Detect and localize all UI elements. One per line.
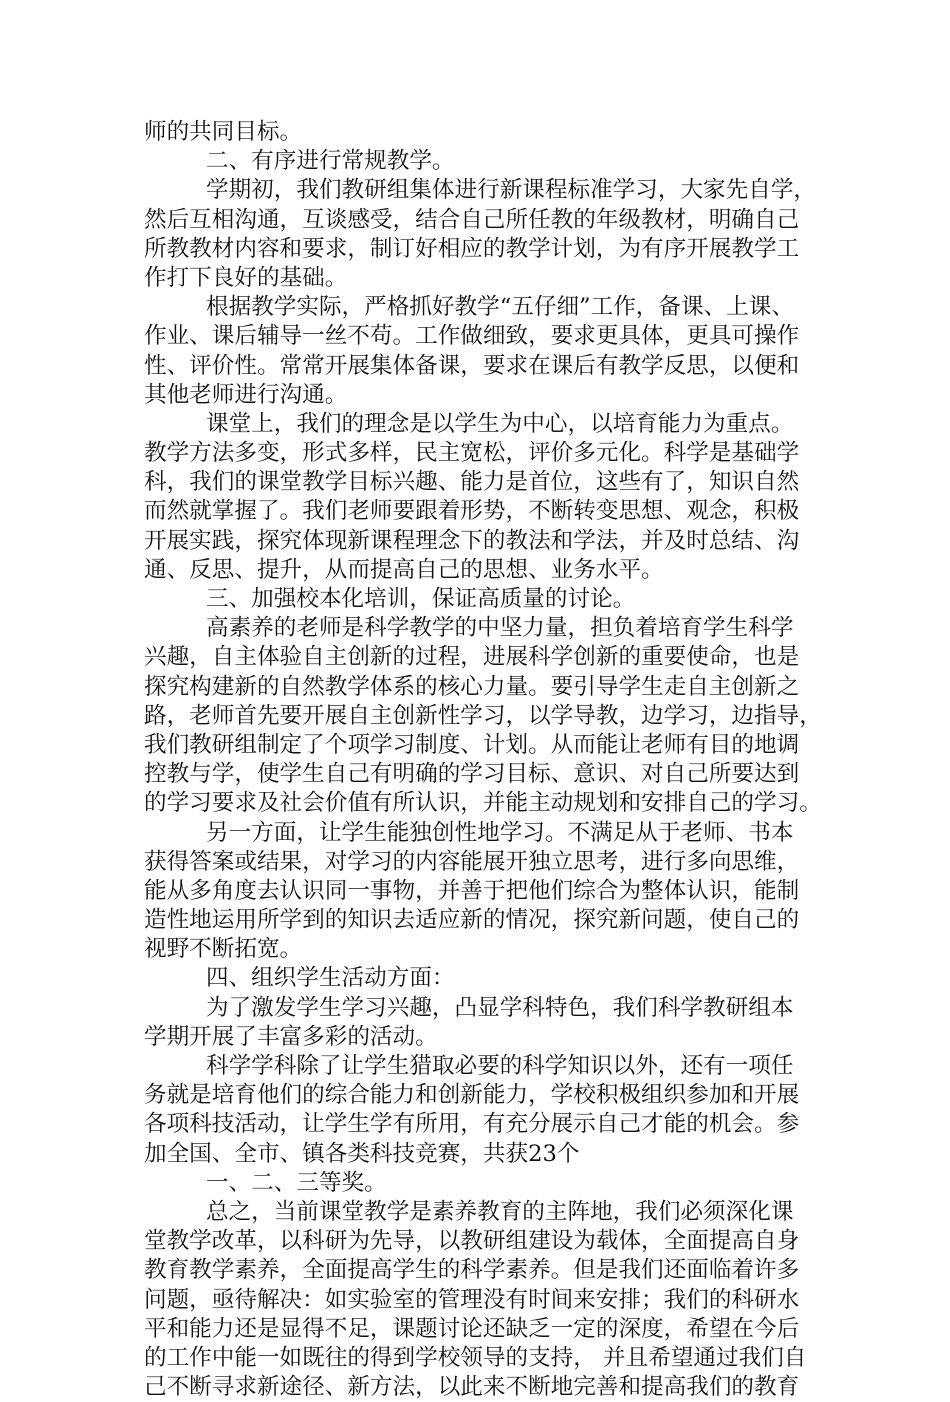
text-line: 课堂上，我们的理念是以学生为中心，以培育能力为重点。 (206, 410, 794, 437)
text-line: 然后互相沟通，互谈感受，结合自己所任教的年级教材，明确自己 (144, 206, 800, 233)
text-line: 一、二、三等奖。 (206, 1169, 387, 1196)
text-line: 性、评价性。常常开展集体备课，要求在课后有教学反思，以便和 (144, 352, 800, 379)
text-line: 开展实践，探究体现新课程理念下的教法和学法，并及时总结、沟 (144, 527, 800, 554)
text-line: 作业、课后辅导一丝不苟。工作做细致，要求更具体，更具可操作 (144, 323, 800, 350)
text-line: 另一方面，让学生能独创性地学习。不满足从于老师、书本 (206, 819, 794, 846)
text-line: 所教教材内容和要求，制订好相应的教学计划，为有序开展教学工 (144, 235, 800, 262)
text-line: 视野不断拓宽。 (144, 936, 303, 963)
text-line: 四、组织学生活动方面： (206, 965, 455, 992)
text-line: 路，老师首先要开展自主创新性学习，以学导教，边学习，边指导， (144, 702, 822, 729)
text-line: 师的共同目标。 (144, 119, 303, 145)
text-line: 己不断寻求新途径、新方法，以此来不断地完善和提高我们的教育 (144, 1374, 800, 1401)
text-line: 的工作中能一如既往的得到学校领导的支持， 并且希望通过我们自 (144, 1344, 807, 1371)
text-line: 根据教学实际，严格抓好教学“五仔细”工作，备课、上课、 (206, 294, 794, 321)
text-line: 作打下良好的基础。 (144, 264, 348, 291)
text-line: 教育教学素养，全面提高学生的科学素养。但是我们还面临着许多 (144, 1257, 800, 1284)
text-line: 堂教学改革，以科研为先导，以教研组建设为载体，全面提高自身 (144, 1228, 800, 1255)
text-line: 学期开展了丰富多彩的活动。 (144, 1023, 438, 1050)
text-line: 各项科技活动，让学生学有所用，有充分展示自己才能的机会。参 (144, 1111, 800, 1138)
text-line: 兴趣，自主体验自主创新的过程，进展科学创新的重要使命，也是 (144, 644, 800, 671)
text-line: 科，我们的课堂教学目标兴趣、能力是首位，这些有了，知识自然 (144, 469, 800, 496)
text-line: 的学习要求及社会价值有所认识，并能主动规划和安排自己的学习。 (144, 790, 822, 817)
text-line: 学期初，我们教研组集体进行新课程标准学习，大家先自学， (206, 177, 817, 204)
text-line: 获得答案或结果，对学习的内容能展开独立思考，进行多向思维， (144, 848, 800, 875)
text-line: 通、反思、提升，从而提高自己的思想、业务水平。 (144, 556, 664, 583)
text-line: 能从多角度去认识同一事物，并善于把他们综合为整体认识，能制 (144, 877, 800, 904)
text-line: 科学学科除了让学生猎取必要的科学知识以外，还有一项任 (206, 1053, 794, 1079)
text-line: 其他老师进行沟通。 (144, 381, 348, 408)
document-body (144, 118, 822, 1402)
text-line: 为了激发学生学习兴趣，凸显学科特色，我们科学教研组本 (206, 994, 794, 1021)
text-line: 教学方法多变，形式多样，民主宽松，评价多元化。科学是基础学 (144, 440, 800, 467)
text-line: 加全国、全市、镇各类科技竞赛，共获23个 (144, 1140, 580, 1167)
text-line: 高素养的老师是科学教学的中坚力量，担负着培育学生科学 (206, 615, 794, 642)
text-line: 造性地运用所学到的知识去适应新的情况，探究新问题，使自己的 (144, 907, 800, 934)
text-line: 控教与学，使学生自己有明确的学习目标、意识、对自己所要达到 (144, 761, 800, 788)
text-line: 而然就掌握了。我们老师要跟着形势，不断转变思想、观念，积极 (144, 498, 800, 525)
text-line: 三、加强校本化培训，保证高质量的讨论。 (206, 586, 636, 612)
text-line: 探究构建新的自然教学体系的核心力量。要引导学生走自主创新之 (144, 673, 800, 700)
text-line: 平和能力还是显得不足，课题讨论还缺乏一定的深度，希望在今后 (144, 1315, 800, 1342)
text-line: 二、有序进行常规教学。 (206, 148, 455, 175)
text-line: 我们教研组制定了个项学习制度、计划。从而能让老师有目的地调 (144, 731, 800, 758)
text-line: 总之，当前课堂教学是素养教育的主阵地，我们必须深化课 (206, 1198, 794, 1225)
text-line: 务就是培育他们的综合能力和创新能力，学校积极组织参加和开展 (144, 1082, 800, 1109)
text-line: 问题，亟待解决：如实验室的管理没有时间来安排；我们的科研水 (144, 1286, 800, 1313)
